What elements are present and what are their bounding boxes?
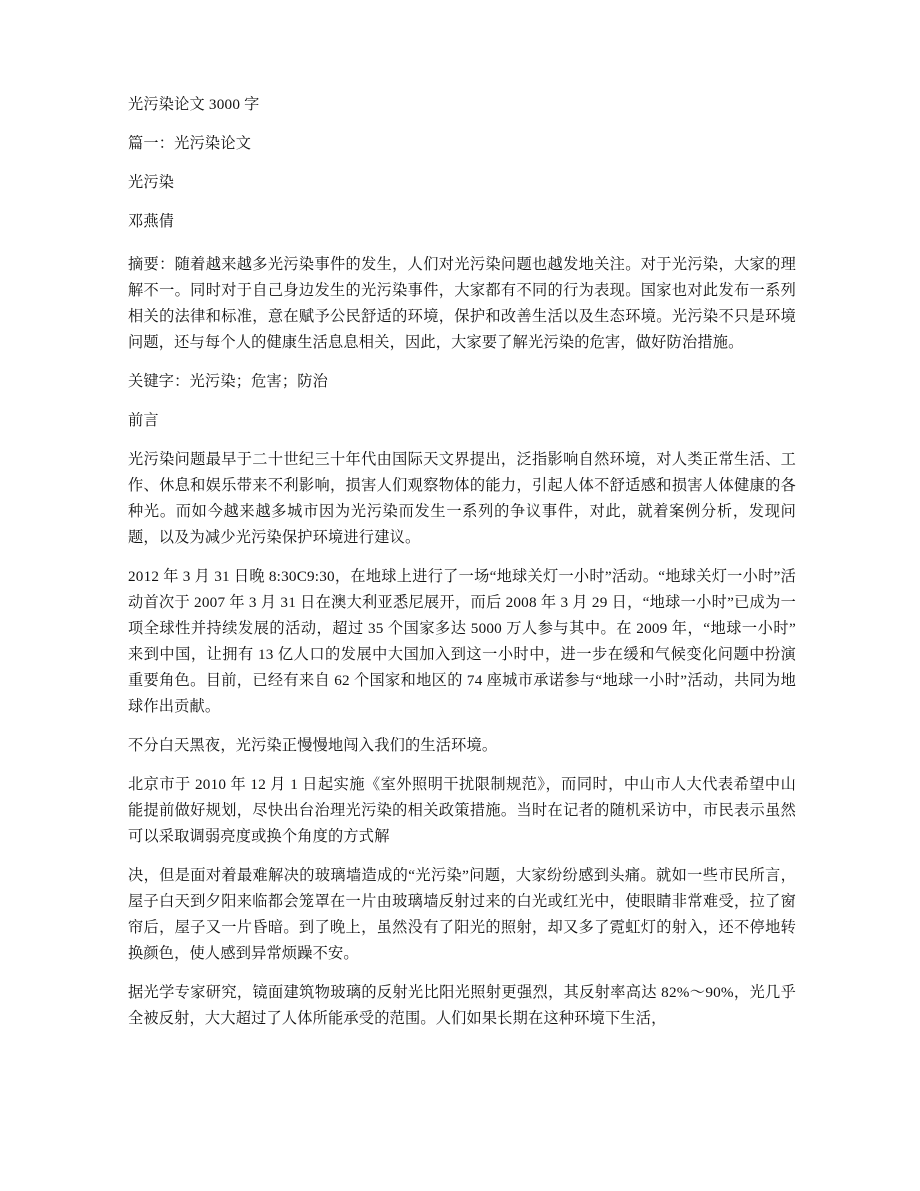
body-paragraph-3: 不分白天黑夜，光污染正慢慢地闯入我们的生活环境。 xyxy=(128,737,498,754)
body-paragraph-6: 据光学专家研究，镜面建筑物玻璃的反射光比阳光照射更强烈，其反射率高达 82%～90%，光几乎全被反射，大大超过了人体所能承受的范围。人们如果长期在这种环境下生活， xyxy=(128,984,796,1027)
paper-title: 光污染 xyxy=(128,174,175,191)
body-paragraph-4: 北京市于 2010 年 12 月 1 日起实施《室外照明干扰限制规范》，而同时，中山市人大代表希望中山能提前做好规划，尽快出台治理光污染的相关政策措施。当时在记者的随机采访中，市民表示虽然可以采取调弱亮度或换个角度的方式解 xyxy=(128,776,796,845)
body-paragraph-5: 决，但是面对着最难解决的玻璃墙造成的“光污染”问题，大家纷纷感到头痛。就如一些市民所言，屋子白天到夕阳来临都会笼罩在一片由玻璃墙反射过来的白光或红光中，使眼睛非常难受，拉了窗帘后，屋子又一片昏暗。到了晚上，虽然没有了阳光的照射，却又多了霓虹灯的射入，还不停地转换颜色，使人感到异常烦躁不安。 xyxy=(128,867,796,962)
body-paragraph-2: 2012 年 3 月 31 日晚 8:30C9:30，在地球上进行了一场“地球关灯一小时”活动。“地球关灯一小时”活动首次于 2007 年 3 月 31 日在澳大利亚悉尼展开，而后 2008 年 3 月 29 日，“地球一小时”已成为一项全球性并持续发展的活动，超过 35 个国家多达 5000 万人参与其中。在 2009 年，“地球一小时”来到中国，让拥有 13 亿人口的发展中大国加入到这一小时中，进一步在缓和气候变化问题中扮演重要角色。目前，已经有来自 62 个国家和地区的 74 座城市承诺参与“地球一小时”活动，共同为地球作出贡献。 xyxy=(128,568,796,715)
abstract-paragraph: 摘要：随着越来越多光污染事件的发生，人们对光污染问题也越发地关注。对于光污染，大家的理解不一。同时对于自己身边发生的光污染事件，大家都有不同的行为表现。国家也对此发布一系列相关的法律和标准，意在赋予公民舒适的环境，保护和改善生活以及生态环境。光污染不只是环境问题，还与每个人的健康生活息息相关，因此，大家要了解光污染的危害，做好防治措施。 xyxy=(128,256,796,351)
section-label: 篇一：光污染论文 xyxy=(128,135,252,152)
document-body xyxy=(128,92,796,1032)
preface-heading: 前言 xyxy=(128,412,159,429)
document-title: 光污染论文 3000 字 xyxy=(128,96,260,113)
body-paragraph-1: 光污染问题最早于二十世纪三十年代由国际天文界提出，泛指影响自然环境，对人类正常生活、工作、休息和娱乐带来不利影响，损害人们观察物体的能力，引起人体不舒适感和损害人体健康的各种光。而如今越来越多城市因为光污染而发生一系列的争议事件，对此，就着案例分析，发现问题，以及为减少光污染保护环境进行建议。 xyxy=(128,451,796,546)
author-name: 邓燕倩 xyxy=(128,213,175,230)
keywords-line: 关键字：光污染；危害；防治 xyxy=(128,373,329,390)
